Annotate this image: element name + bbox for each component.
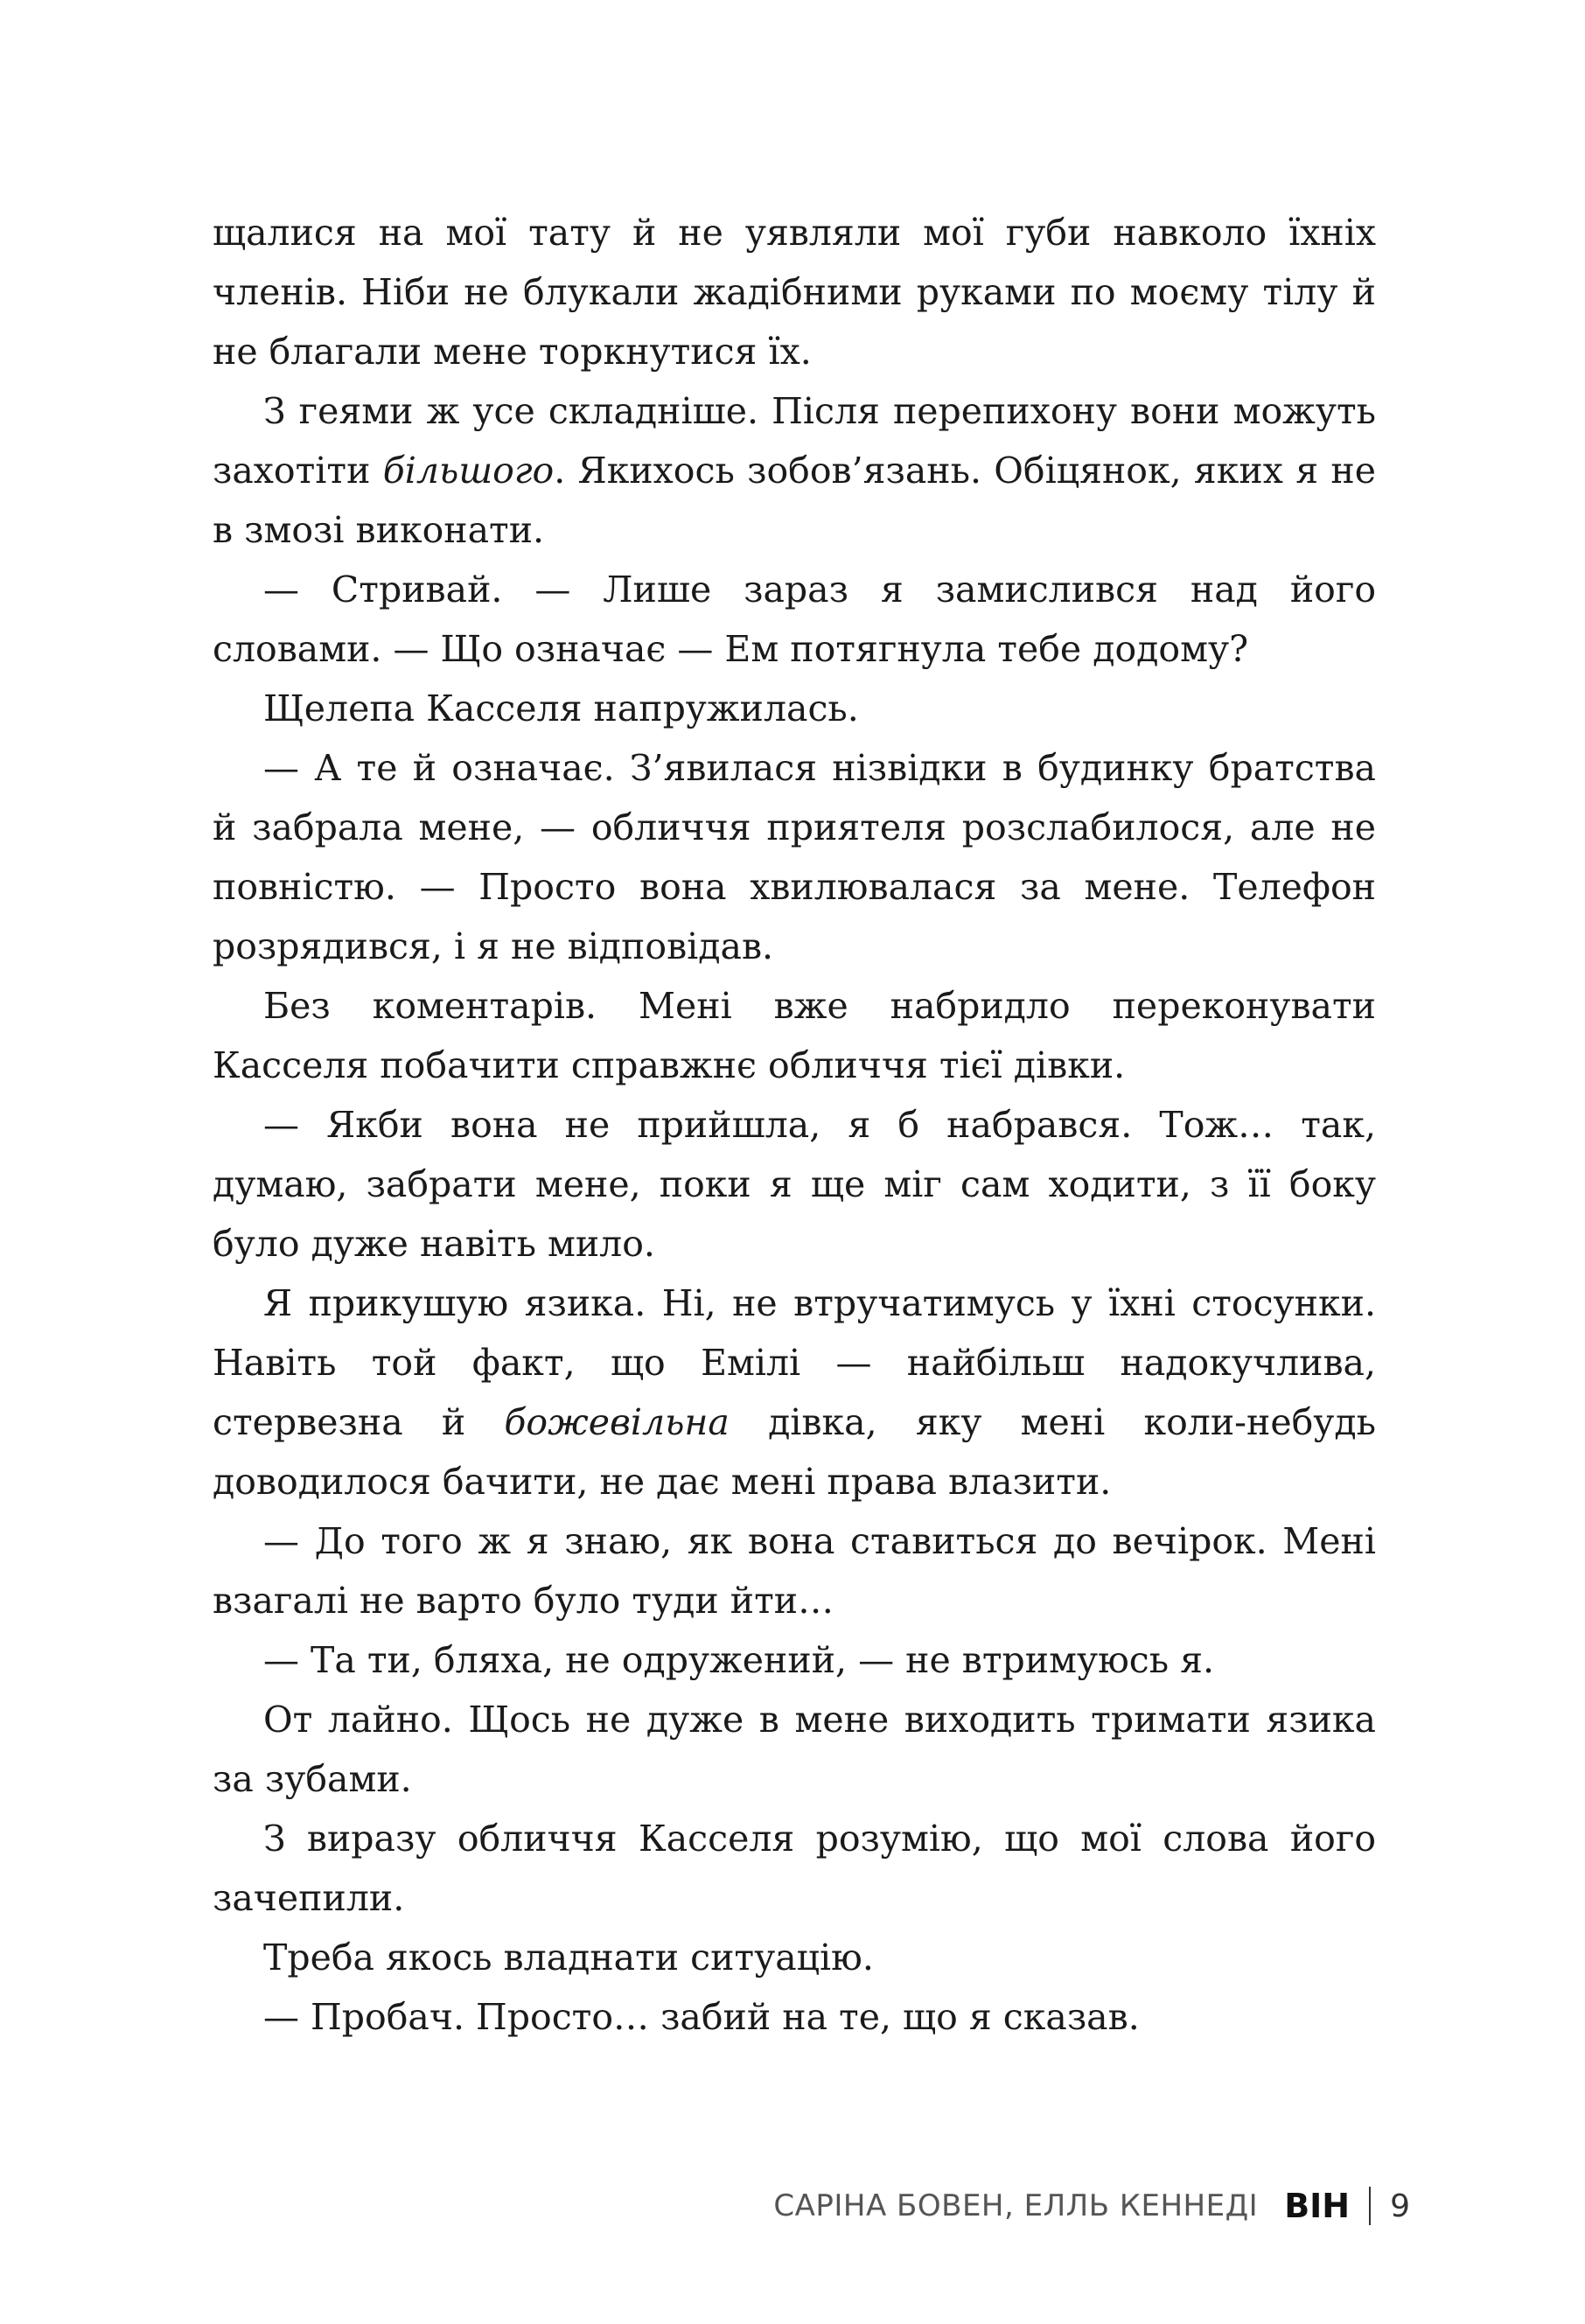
- paragraph: [213, 560, 1376, 679]
- paragraph: [213, 1274, 1376, 1511]
- paragraph-text: дівка, яку мені коли-небудь доводилося бачити, не дає мені права влазити.: [213, 1401, 1376, 1503]
- paragraph: [213, 738, 1376, 976]
- paragraph: [213, 1095, 1376, 1274]
- paragraph-text: — Та ти, бляха, не одружений, — не втримуюсь я.: [263, 1639, 1215, 1681]
- paragraph-text: — Якби вона не прийшла, я б набрався. Тож… так, думаю, забрати мене, поки я ще міг сам ходити, з її боку було дуже навіть мило.: [213, 1104, 1376, 1265]
- italic-text: більшого: [382, 450, 555, 492]
- paragraph: [213, 976, 1376, 1095]
- paragraph: [213, 1690, 1376, 1809]
- page-number: 9: [1390, 2188, 1410, 2224]
- paragraph-text: — Пробач. Просто… забий на те, що я сказав.: [263, 1996, 1140, 2038]
- paragraph-text: От лайно. Щось не дуже в мене виходить тримати язика за зубами.: [213, 1699, 1376, 1800]
- paragraph-text: . Якихось зобов’язань. Обіцянок, яких я не в змозі виконати.: [213, 450, 1376, 551]
- footer-book-title: ВІН: [1284, 2187, 1351, 2225]
- paragraph-text: — А те й означає. З’явилася нізвідки в будинку братства й забрала мене, — обличчя приятеля розслабилося, але не повністю. — Просто вона хвилювалася за мене. Телефон розрядився, і я не відповідав.: [213, 747, 1376, 967]
- paragraph-text: — До того ж я знаю, як вона ставиться до вечірок. Мені взагалі не варто було туди йти…: [213, 1520, 1376, 1622]
- paragraph: [213, 381, 1376, 560]
- footer-divider: [1369, 2187, 1371, 2225]
- paragraph-text: щалися на мої тату й не уявляли мої губи навколо їхніх членів. Ніби не блукали жадібними руками по моєму тілу й не благали мене торкнутися їх.: [213, 212, 1376, 373]
- paragraph-text: — Стривай. — Лише зараз я замислився над його словами. — Що означає — Ем потягнула тебе додому?: [213, 569, 1376, 670]
- paragraph: [213, 1511, 1376, 1630]
- paragraph-text: Я прикушую язика. Ні, не втручатимусь у їхні стосунки. Навіть той факт, що Емілі — найбільш надокучлива, стервезна й: [213, 1282, 1376, 1443]
- paragraph-text: З виразу обличчя Касселя розумію, що мої слова його зачепили.: [213, 1818, 1376, 1919]
- italic-text: божевільна: [504, 1401, 730, 1443]
- paragraph: [213, 1809, 1376, 1928]
- paragraph: [213, 203, 1376, 381]
- paragraph-text: Без коментарів. Мені вже набридло переконувати Касселя побачити справжнє обличчя тієї дівки.: [213, 985, 1376, 1086]
- paragraph: [213, 679, 1376, 738]
- paragraph: [213, 1987, 1376, 2047]
- paragraph-text: Треба якось владнати ситуацію.: [263, 1937, 874, 1979]
- page-footer: [773, 2181, 1410, 2231]
- paragraph-text: З геями ж усе складніше. Після перепихону вони можуть захотіти: [213, 390, 1376, 492]
- paragraph: [213, 1630, 1376, 1690]
- footer-authors: САРІНА БОВЕН, ЕЛЛЬ КЕННЕДІ: [773, 2188, 1259, 2223]
- body-text: [213, 203, 1376, 2047]
- paragraph: [213, 1928, 1376, 1987]
- paragraph-text: Щелепа Касселя напружилась.: [263, 687, 859, 729]
